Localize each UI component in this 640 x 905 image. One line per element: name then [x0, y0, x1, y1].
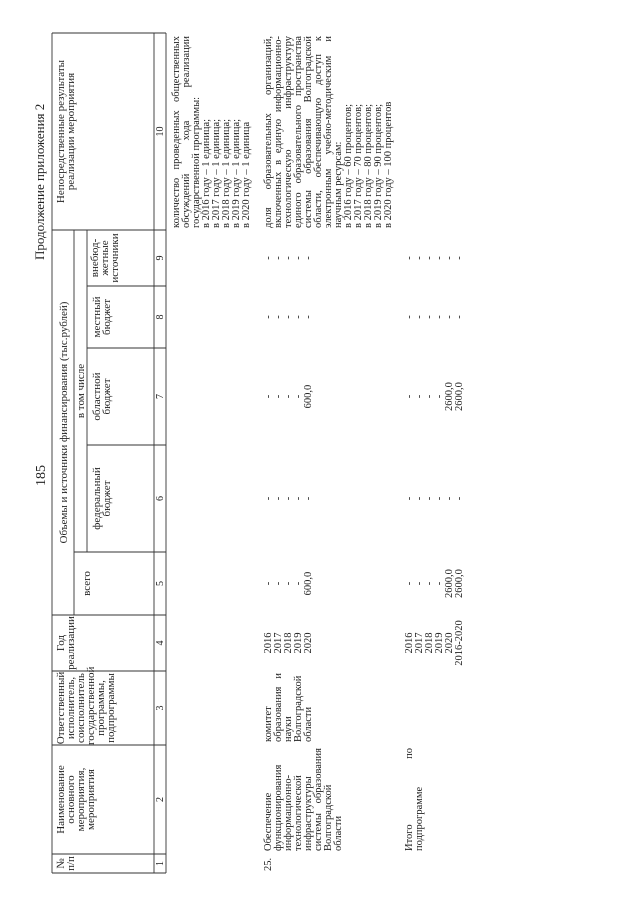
row-25-local: - - - - - [263, 315, 314, 319]
subprogram-total-sum: - - - - 2600,0 2600,0 [404, 569, 465, 598]
column-number: 7 [155, 394, 166, 399]
header-local: местный бюджет [91, 296, 113, 338]
column-number: 4 [155, 640, 166, 646]
column-number: 8 [155, 314, 166, 320]
row-25-federal: - - - - - [263, 496, 314, 501]
subprogram-total-extrabudget: - - - - - - [404, 256, 465, 260]
subprogram-total-regional: - - - - 2600,0 2600,0 [404, 382, 465, 411]
header-regional: областной бюджет [91, 372, 113, 421]
header-total: всего [81, 571, 93, 596]
row-25-regional: - - - - 600,0 [263, 384, 314, 409]
column-number: 6 [155, 496, 166, 501]
header-funding-group: Объемы и источники финансирования (тыс.рублей) [58, 301, 70, 544]
continued-row-results: количество проведенных общественных обсуждений хода реализации государственной программы: в 2016 году – 1 единица; в 2017 году – 1 единица; в 2018 году – 1 единица; в 2019 году – 1 единица; в 2020 году – 1 единица [171, 36, 252, 228]
row-25-results: доля образовательных организаций, включенных в единую информационно-технологическую инфраструктуру единого образовательного пространства системы образования Волгоградской области, обеспечивающую доступ к электронным учебно-методическим и научным ресурсам: в 2016 году – 60 процентов; в 2017 году – 70 процентов; в 2018 году – 80 процентов; в 2019 году – 90 процентов; в 2020 году – 100 процентов [263, 36, 394, 228]
row-25-extrabudget: - - - - - [263, 256, 314, 260]
column-number: 5 [155, 581, 166, 586]
column-number: 1 [155, 861, 166, 866]
header-federal: федеральный бюджет [91, 467, 113, 530]
column-number: 10 [155, 126, 166, 137]
rotated-table-page [30, 28, 640, 878]
column-number: 2 [155, 797, 166, 802]
continuation-title: Продолжение приложения 2 [32, 103, 47, 260]
header-year: Год реализации [55, 616, 77, 670]
row-25-years: 2016 2017 2018 2019 2020 [263, 632, 314, 654]
subprogram-total-years: 2016 2017 2018 2019 2020 2016-2020 [404, 620, 465, 666]
header-number: № п/п [55, 856, 77, 871]
row-25-activity-name: Обеспечение функционирования информационно-технологической инфраструктуры системы образования Волгоградской области [263, 748, 344, 851]
column-number: 9 [155, 255, 166, 261]
subprogram-total-federal: - - - - - - [404, 496, 465, 501]
row-25-number: 25. [263, 857, 274, 871]
subprogram-total-label: Итого по подпрограмме [404, 748, 425, 851]
column-number: 3 [155, 705, 166, 711]
row-25-total: - - - - 600,0 [263, 571, 314, 596]
header-activity-name: Наименование основного мероприятия, мероприятия [55, 765, 97, 834]
header-including: в том числе [75, 363, 87, 419]
header-results: Непосредственные результаты реализации мероприятия [55, 59, 77, 204]
header-executor: Ответственный исполнитель, соисполнитель государственной программы, подпрограммы [55, 666, 117, 745]
subprogram-total-local: - - - - - - [404, 315, 465, 319]
page-number: 185 [34, 465, 49, 486]
row-25-executor: комитет образования и науки Волгоградской области [263, 673, 314, 742]
header-extrabudget: внебюд- жетные источники [89, 233, 121, 283]
